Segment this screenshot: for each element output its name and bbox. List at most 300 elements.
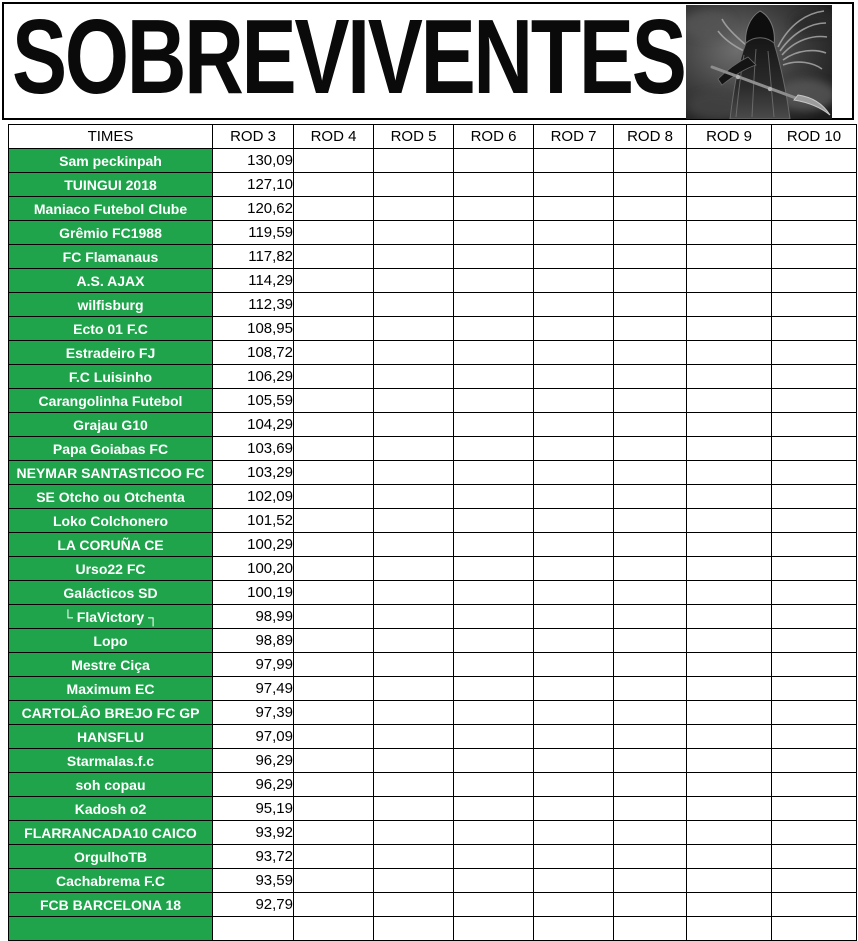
empty-score-cell[interactable] bbox=[534, 173, 614, 197]
rod3-score-cell[interactable]: 97,49 bbox=[213, 677, 294, 701]
empty-score-cell[interactable] bbox=[772, 269, 857, 293]
rod3-score-cell[interactable]: 104,29 bbox=[213, 413, 294, 437]
empty-score-cell[interactable] bbox=[454, 149, 534, 173]
empty-score-cell[interactable] bbox=[294, 389, 374, 413]
empty-score-cell[interactable] bbox=[614, 317, 687, 341]
empty-score-cell[interactable] bbox=[614, 389, 687, 413]
empty-score-cell[interactable] bbox=[374, 605, 454, 629]
empty-score-cell[interactable] bbox=[374, 533, 454, 557]
empty-score-cell[interactable] bbox=[772, 485, 857, 509]
team-cell[interactable]: Loko Colchonero bbox=[9, 509, 213, 533]
empty-score-cell[interactable] bbox=[614, 245, 687, 269]
empty-score-cell[interactable] bbox=[294, 893, 374, 917]
rod3-score-cell[interactable]: 98,89 bbox=[213, 629, 294, 653]
team-cell[interactable]: F.C Luisinho bbox=[9, 365, 213, 389]
empty-score-cell[interactable] bbox=[687, 221, 772, 245]
empty-score-cell[interactable] bbox=[374, 629, 454, 653]
empty-score-cell[interactable] bbox=[374, 269, 454, 293]
empty-score-cell[interactable] bbox=[454, 821, 534, 845]
empty-score-cell[interactable] bbox=[374, 773, 454, 797]
empty-score-cell[interactable] bbox=[454, 413, 534, 437]
team-cell[interactable]: └ FlaVictory ┐ bbox=[9, 605, 213, 629]
empty-score-cell[interactable] bbox=[772, 245, 857, 269]
table-row bbox=[9, 437, 857, 461]
empty-score-cell[interactable] bbox=[294, 437, 374, 461]
empty-score-cell[interactable] bbox=[687, 341, 772, 365]
empty-score-cell[interactable] bbox=[614, 581, 687, 605]
rod3-score-cell[interactable]: 108,95 bbox=[213, 317, 294, 341]
empty-score-cell[interactable] bbox=[294, 845, 374, 869]
empty-score-cell[interactable] bbox=[687, 629, 772, 653]
rod3-score-cell[interactable]: 102,09 bbox=[213, 485, 294, 509]
empty-score-cell[interactable] bbox=[454, 485, 534, 509]
empty-score-cell[interactable] bbox=[294, 821, 374, 845]
empty-score-cell[interactable] bbox=[374, 461, 454, 485]
empty-score-cell[interactable] bbox=[294, 557, 374, 581]
empty-score-cell[interactable] bbox=[294, 581, 374, 605]
team-cell[interactable]: Cachabrema F.C bbox=[9, 869, 213, 893]
empty-score-cell[interactable] bbox=[772, 317, 857, 341]
empty-score-cell[interactable] bbox=[772, 557, 857, 581]
team-cell[interactable]: Maximum EC bbox=[9, 677, 213, 701]
column-header-rod-4[interactable]: ROD 4 bbox=[294, 125, 374, 149]
empty-score-cell[interactable] bbox=[454, 341, 534, 365]
empty-score-cell[interactable] bbox=[534, 389, 614, 413]
empty-score-cell[interactable] bbox=[687, 317, 772, 341]
empty-score-cell[interactable] bbox=[772, 581, 857, 605]
empty-score-cell[interactable] bbox=[294, 317, 374, 341]
empty-score-cell[interactable] bbox=[534, 773, 614, 797]
empty-score-cell[interactable] bbox=[687, 749, 772, 773]
empty-score-cell[interactable] bbox=[772, 701, 857, 725]
empty-score-cell[interactable] bbox=[374, 557, 454, 581]
empty-score-cell[interactable] bbox=[534, 197, 614, 221]
empty-score-cell[interactable] bbox=[614, 605, 687, 629]
team-cell[interactable]: Sam peckinpah bbox=[9, 149, 213, 173]
empty-score-cell[interactable] bbox=[294, 221, 374, 245]
empty-score-cell[interactable] bbox=[687, 845, 772, 869]
empty-score-cell[interactable] bbox=[614, 845, 687, 869]
empty-score-cell[interactable] bbox=[534, 749, 614, 773]
team-cell[interactable]: CARTOLÂO BREJO FC GP bbox=[9, 701, 213, 725]
empty-score-cell[interactable] bbox=[454, 509, 534, 533]
rod3-score-cell[interactable]: 98,99 bbox=[213, 605, 294, 629]
empty-score-cell[interactable] bbox=[772, 221, 857, 245]
team-cell[interactable]: Galácticos SD bbox=[9, 581, 213, 605]
rod3-score-cell[interactable]: 97,99 bbox=[213, 653, 294, 677]
empty-score-cell[interactable] bbox=[687, 173, 772, 197]
empty-score-cell[interactable] bbox=[374, 485, 454, 509]
column-header-rod-7[interactable]: ROD 7 bbox=[534, 125, 614, 149]
team-cell[interactable]: Carangolinha Futebol bbox=[9, 389, 213, 413]
empty-score-cell[interactable] bbox=[534, 845, 614, 869]
empty-score-cell[interactable] bbox=[294, 269, 374, 293]
column-header-rod-10[interactable]: ROD 10 bbox=[772, 125, 857, 149]
empty-score-cell[interactable] bbox=[687, 557, 772, 581]
team-cell[interactable]: Lopo bbox=[9, 629, 213, 653]
team-cell[interactable]: soh copau bbox=[9, 773, 213, 797]
empty-score-cell[interactable] bbox=[374, 653, 454, 677]
empty-score-cell[interactable] bbox=[772, 605, 857, 629]
empty-score-cell[interactable] bbox=[772, 797, 857, 821]
empty-score-cell[interactable] bbox=[454, 293, 534, 317]
empty-score-cell[interactable] bbox=[294, 749, 374, 773]
team-cell[interactable]: OrgulhoTB bbox=[9, 845, 213, 869]
empty-score-cell[interactable] bbox=[534, 701, 614, 725]
empty-score-cell[interactable] bbox=[534, 149, 614, 173]
empty-score-cell[interactable] bbox=[454, 581, 534, 605]
empty-score-cell[interactable] bbox=[374, 845, 454, 869]
empty-score-cell[interactable] bbox=[614, 413, 687, 437]
empty-score-cell[interactable] bbox=[374, 221, 454, 245]
empty-score-cell[interactable] bbox=[374, 701, 454, 725]
empty-score-cell[interactable] bbox=[534, 269, 614, 293]
empty-score-cell[interactable] bbox=[534, 725, 614, 749]
empty-score-cell[interactable] bbox=[772, 869, 857, 893]
empty-score-cell[interactable] bbox=[534, 821, 614, 845]
empty-score-cell[interactable] bbox=[294, 485, 374, 509]
empty-score-cell[interactable] bbox=[772, 749, 857, 773]
empty-score-cell[interactable] bbox=[454, 317, 534, 341]
empty-score-cell[interactable] bbox=[374, 245, 454, 269]
empty-score-cell[interactable] bbox=[687, 533, 772, 557]
empty-score-cell[interactable] bbox=[534, 221, 614, 245]
empty-score-cell[interactable] bbox=[772, 437, 857, 461]
empty-score-cell[interactable] bbox=[454, 749, 534, 773]
empty-score-cell[interactable] bbox=[534, 485, 614, 509]
empty-score-cell[interactable] bbox=[772, 341, 857, 365]
empty-score-cell[interactable] bbox=[294, 773, 374, 797]
empty-score-cell[interactable] bbox=[454, 845, 534, 869]
empty-score-cell[interactable] bbox=[534, 461, 614, 485]
column-header-rod-9[interactable]: ROD 9 bbox=[687, 125, 772, 149]
empty-score-cell[interactable] bbox=[614, 533, 687, 557]
rod3-score-cell[interactable]: 130,09 bbox=[213, 149, 294, 173]
team-cell[interactable]: Maniaco Futebol Clube bbox=[9, 197, 213, 221]
empty-score-cell[interactable] bbox=[772, 197, 857, 221]
empty-score-cell[interactable] bbox=[687, 197, 772, 221]
empty-score-cell[interactable] bbox=[454, 629, 534, 653]
empty-score-cell[interactable] bbox=[772, 389, 857, 413]
empty-score-cell[interactable] bbox=[614, 677, 687, 701]
empty-score-cell[interactable] bbox=[374, 677, 454, 701]
empty-score-cell[interactable] bbox=[772, 893, 857, 917]
empty-score-cell[interactable] bbox=[454, 461, 534, 485]
rod3-score-cell[interactable]: 93,59 bbox=[213, 869, 294, 893]
empty-score-cell[interactable] bbox=[374, 749, 454, 773]
empty-score-cell[interactable] bbox=[294, 725, 374, 749]
empty-score-cell[interactable] bbox=[294, 173, 374, 197]
empty-score-cell[interactable] bbox=[374, 893, 454, 917]
team-cell[interactable]: SE Otcho ou Otchenta bbox=[9, 485, 213, 509]
empty-score-cell[interactable] bbox=[614, 293, 687, 317]
team-cell[interactable]: LA CORUÑA CE bbox=[9, 533, 213, 557]
empty-score-cell[interactable] bbox=[454, 437, 534, 461]
team-cell[interactable]: Kadosh o2 bbox=[9, 797, 213, 821]
empty-score-cell[interactable] bbox=[534, 869, 614, 893]
empty-score-cell[interactable] bbox=[454, 773, 534, 797]
empty-score-cell[interactable] bbox=[454, 869, 534, 893]
rod3-score-cell[interactable]: 127,10 bbox=[213, 173, 294, 197]
rod3-score-cell[interactable]: 103,29 bbox=[213, 461, 294, 485]
empty-score-cell[interactable] bbox=[772, 413, 857, 437]
empty-score-cell[interactable] bbox=[534, 413, 614, 437]
empty-score-cell[interactable] bbox=[294, 413, 374, 437]
table-row bbox=[9, 581, 857, 605]
empty-score-cell[interactable] bbox=[614, 365, 687, 389]
empty-score-cell[interactable] bbox=[454, 557, 534, 581]
empty-score-cell[interactable] bbox=[454, 221, 534, 245]
empty-score-cell[interactable] bbox=[454, 245, 534, 269]
empty-score-cell[interactable] bbox=[374, 797, 454, 821]
empty-score-cell[interactable] bbox=[687, 245, 772, 269]
rod3-score-cell[interactable]: 95,19 bbox=[213, 797, 294, 821]
empty-score-cell[interactable] bbox=[614, 341, 687, 365]
empty-score-cell[interactable] bbox=[294, 197, 374, 221]
empty-score-cell[interactable] bbox=[534, 893, 614, 917]
empty-score-cell[interactable] bbox=[374, 821, 454, 845]
rod3-score-cell[interactable]: 114,29 bbox=[213, 269, 294, 293]
empty-score-cell[interactable] bbox=[772, 677, 857, 701]
empty-score-cell[interactable] bbox=[294, 653, 374, 677]
column-header-times[interactable]: TIMES bbox=[9, 125, 213, 149]
empty-score-cell[interactable] bbox=[614, 629, 687, 653]
empty-score-cell[interactable] bbox=[687, 773, 772, 797]
column-header-rod-8[interactable]: ROD 8 bbox=[614, 125, 687, 149]
rod3-score-cell[interactable]: 120,62 bbox=[213, 197, 294, 221]
column-header-rod-5[interactable]: ROD 5 bbox=[374, 125, 454, 149]
empty-score-cell[interactable] bbox=[687, 581, 772, 605]
rod3-score-cell[interactable]: 97,39 bbox=[213, 701, 294, 725]
empty-score-cell[interactable] bbox=[772, 533, 857, 557]
empty-score-cell[interactable] bbox=[614, 869, 687, 893]
team-cell[interactable]: TUINGUI 2018 bbox=[9, 173, 213, 197]
rod3-score-cell[interactable]: 100,19 bbox=[213, 581, 294, 605]
empty-score-cell[interactable] bbox=[534, 245, 614, 269]
empty-score-cell[interactable] bbox=[294, 365, 374, 389]
empty-score-cell[interactable] bbox=[534, 509, 614, 533]
empty-score-cell[interactable] bbox=[374, 581, 454, 605]
empty-score-cell[interactable] bbox=[294, 869, 374, 893]
team-cell[interactable]: Starmalas.f.c bbox=[9, 749, 213, 773]
empty-score-cell[interactable] bbox=[614, 461, 687, 485]
empty-score-cell[interactable] bbox=[294, 605, 374, 629]
empty-score-cell[interactable] bbox=[454, 605, 534, 629]
empty-score-cell[interactable] bbox=[294, 149, 374, 173]
empty-score-cell[interactable] bbox=[374, 173, 454, 197]
team-cell[interactable]: Grêmio FC1988 bbox=[9, 221, 213, 245]
rod3-score-cell[interactable]: 117,82 bbox=[213, 245, 294, 269]
team-cell[interactable]: FLARRANCADA10 CAICO bbox=[9, 821, 213, 845]
empty-score-cell[interactable] bbox=[374, 413, 454, 437]
empty-score-cell[interactable] bbox=[374, 365, 454, 389]
empty-score-cell[interactable] bbox=[687, 365, 772, 389]
empty-score-cell[interactable] bbox=[614, 557, 687, 581]
rod3-score-cell[interactable]: 100,20 bbox=[213, 557, 294, 581]
empty-score-cell[interactable] bbox=[687, 869, 772, 893]
empty-score-cell[interactable] bbox=[687, 893, 772, 917]
empty-score-cell[interactable] bbox=[687, 821, 772, 845]
empty-score-cell[interactable] bbox=[614, 653, 687, 677]
team-cell[interactable]: Grajau G10 bbox=[9, 413, 213, 437]
empty-score-cell[interactable] bbox=[772, 461, 857, 485]
empty-score-cell[interactable] bbox=[772, 149, 857, 173]
column-header-rod-6[interactable]: ROD 6 bbox=[454, 125, 534, 149]
team-cell[interactable]: Ecto 01 F.C bbox=[9, 317, 213, 341]
empty-score-cell[interactable] bbox=[614, 485, 687, 509]
empty-score-cell[interactable] bbox=[614, 725, 687, 749]
empty-score-cell[interactable] bbox=[772, 293, 857, 317]
rod3-score-cell[interactable]: 100,29 bbox=[213, 533, 294, 557]
empty-score-cell[interactable] bbox=[687, 677, 772, 701]
empty-score-cell[interactable] bbox=[687, 725, 772, 749]
empty-score-cell[interactable] bbox=[294, 701, 374, 725]
empty-score-cell[interactable] bbox=[687, 149, 772, 173]
empty-score-cell[interactable] bbox=[687, 389, 772, 413]
rod3-score-cell[interactable]: 97,09 bbox=[213, 725, 294, 749]
empty-score-cell[interactable] bbox=[294, 461, 374, 485]
empty-score-cell[interactable] bbox=[687, 605, 772, 629]
empty-score-cell[interactable] bbox=[294, 677, 374, 701]
empty-score-cell[interactable] bbox=[614, 509, 687, 533]
empty-score-cell[interactable] bbox=[374, 437, 454, 461]
empty-score-cell[interactable] bbox=[374, 869, 454, 893]
empty-score-cell[interactable] bbox=[614, 221, 687, 245]
empty-score-cell[interactable] bbox=[687, 437, 772, 461]
empty-score-cell[interactable] bbox=[614, 893, 687, 917]
team-cell[interactable]: FCB BARCELONA 18 bbox=[9, 893, 213, 917]
empty-score-cell[interactable] bbox=[614, 173, 687, 197]
empty-score-cell[interactable] bbox=[454, 197, 534, 221]
empty-score-cell[interactable] bbox=[614, 701, 687, 725]
empty-score-cell[interactable] bbox=[374, 149, 454, 173]
empty-score-cell[interactable] bbox=[687, 269, 772, 293]
empty-score-cell[interactable] bbox=[454, 269, 534, 293]
empty-score-cell[interactable] bbox=[534, 629, 614, 653]
empty-score-cell[interactable] bbox=[772, 629, 857, 653]
empty-score-cell[interactable] bbox=[534, 437, 614, 461]
table-row bbox=[9, 293, 857, 317]
empty-score-cell[interactable] bbox=[772, 773, 857, 797]
empty-score-cell[interactable] bbox=[294, 509, 374, 533]
empty-score-cell[interactable] bbox=[772, 821, 857, 845]
empty-score-cell[interactable] bbox=[294, 245, 374, 269]
empty-score-cell[interactable] bbox=[294, 293, 374, 317]
empty-score-cell[interactable] bbox=[534, 797, 614, 821]
empty-score-cell[interactable] bbox=[772, 845, 857, 869]
empty-score-cell[interactable] bbox=[534, 557, 614, 581]
rod3-score-cell[interactable]: 119,59 bbox=[213, 221, 294, 245]
empty-score-cell[interactable] bbox=[454, 893, 534, 917]
team-cell[interactable]: NEYMAR SANTASTICOO FC bbox=[9, 461, 213, 485]
empty-score-cell[interactable] bbox=[614, 797, 687, 821]
empty-score-cell[interactable] bbox=[534, 581, 614, 605]
rod3-score-cell[interactable]: 112,39 bbox=[213, 293, 294, 317]
empty-score-cell[interactable] bbox=[614, 149, 687, 173]
rod3-score-cell[interactable]: 92,79 bbox=[213, 893, 294, 917]
empty-score-cell[interactable] bbox=[454, 677, 534, 701]
empty-score-cell[interactable] bbox=[772, 725, 857, 749]
empty-score-cell[interactable] bbox=[294, 341, 374, 365]
empty-score-cell[interactable] bbox=[454, 389, 534, 413]
team-cell[interactable]: wilfisburg bbox=[9, 293, 213, 317]
empty-score-cell[interactable] bbox=[374, 389, 454, 413]
empty-score-cell[interactable] bbox=[687, 485, 772, 509]
empty-score-cell[interactable] bbox=[534, 341, 614, 365]
team-cell[interactable]: Mestre Ciça bbox=[9, 653, 213, 677]
empty-score-cell[interactable] bbox=[614, 821, 687, 845]
empty-score-cell[interactable] bbox=[614, 749, 687, 773]
empty-score-cell[interactable] bbox=[687, 653, 772, 677]
empty-score-cell[interactable] bbox=[454, 797, 534, 821]
rod3-score-cell[interactable]: 105,59 bbox=[213, 389, 294, 413]
team-cell[interactable]: HANSFLU bbox=[9, 725, 213, 749]
empty-score-cell[interactable] bbox=[374, 509, 454, 533]
empty-score-cell[interactable] bbox=[614, 269, 687, 293]
column-header-rod-3[interactable]: ROD 3 bbox=[213, 125, 294, 149]
empty-score-cell[interactable] bbox=[687, 413, 772, 437]
empty-score-cell[interactable] bbox=[294, 629, 374, 653]
empty-score-cell[interactable] bbox=[534, 293, 614, 317]
empty-score-cell[interactable] bbox=[614, 197, 687, 221]
empty-score-cell[interactable] bbox=[687, 293, 772, 317]
empty-score-cell[interactable] bbox=[687, 509, 772, 533]
rod3-score-cell[interactable]: 108,72 bbox=[213, 341, 294, 365]
rod3-score-cell[interactable]: 96,29 bbox=[213, 749, 294, 773]
rod3-score-cell[interactable]: 101,52 bbox=[213, 509, 294, 533]
rod3-score-cell[interactable]: 103,69 bbox=[213, 437, 294, 461]
empty-score-cell[interactable] bbox=[687, 701, 772, 725]
empty-score-cell[interactable] bbox=[374, 317, 454, 341]
team-cell[interactable]: Estradeiro FJ bbox=[9, 341, 213, 365]
empty-score-cell[interactable] bbox=[614, 437, 687, 461]
empty-score-cell[interactable] bbox=[294, 533, 374, 557]
empty-score-cell[interactable] bbox=[772, 173, 857, 197]
empty-score-cell[interactable] bbox=[534, 317, 614, 341]
empty-score-cell[interactable] bbox=[454, 701, 534, 725]
empty-score-cell[interactable] bbox=[534, 653, 614, 677]
empty-score-cell[interactable] bbox=[374, 197, 454, 221]
rod3-score-cell[interactable]: 96,29 bbox=[213, 773, 294, 797]
empty-score-cell[interactable] bbox=[772, 509, 857, 533]
empty-score-cell[interactable] bbox=[454, 653, 534, 677]
empty-score-cell[interactable] bbox=[534, 605, 614, 629]
team-cell[interactable]: Papa Goiabas FC bbox=[9, 437, 213, 461]
empty-score-cell[interactable] bbox=[687, 461, 772, 485]
empty-score-cell[interactable] bbox=[534, 365, 614, 389]
empty-score-cell[interactable] bbox=[454, 533, 534, 557]
empty-score-cell[interactable] bbox=[294, 797, 374, 821]
rod3-score-cell[interactable]: 93,72 bbox=[213, 845, 294, 869]
empty-score-cell[interactable] bbox=[454, 173, 534, 197]
empty-score-cell[interactable] bbox=[614, 773, 687, 797]
team-cell[interactable]: Urso22 FC bbox=[9, 557, 213, 581]
empty-score-cell[interactable] bbox=[374, 341, 454, 365]
empty-score-cell[interactable] bbox=[534, 677, 614, 701]
empty-score-cell[interactable] bbox=[534, 533, 614, 557]
empty-score-cell[interactable] bbox=[772, 653, 857, 677]
empty-score-cell[interactable] bbox=[454, 365, 534, 389]
empty-score-cell[interactable] bbox=[687, 797, 772, 821]
empty-score-cell[interactable] bbox=[374, 725, 454, 749]
empty-score-cell[interactable] bbox=[454, 725, 534, 749]
rod3-score-cell[interactable]: 93,92 bbox=[213, 821, 294, 845]
rod3-score-cell[interactable]: 106,29 bbox=[213, 365, 294, 389]
team-cell[interactable]: FC Flamanaus bbox=[9, 245, 213, 269]
empty-score-cell[interactable] bbox=[772, 365, 857, 389]
empty-score-cell[interactable] bbox=[374, 293, 454, 317]
team-cell[interactable]: A.S. AJAX bbox=[9, 269, 213, 293]
